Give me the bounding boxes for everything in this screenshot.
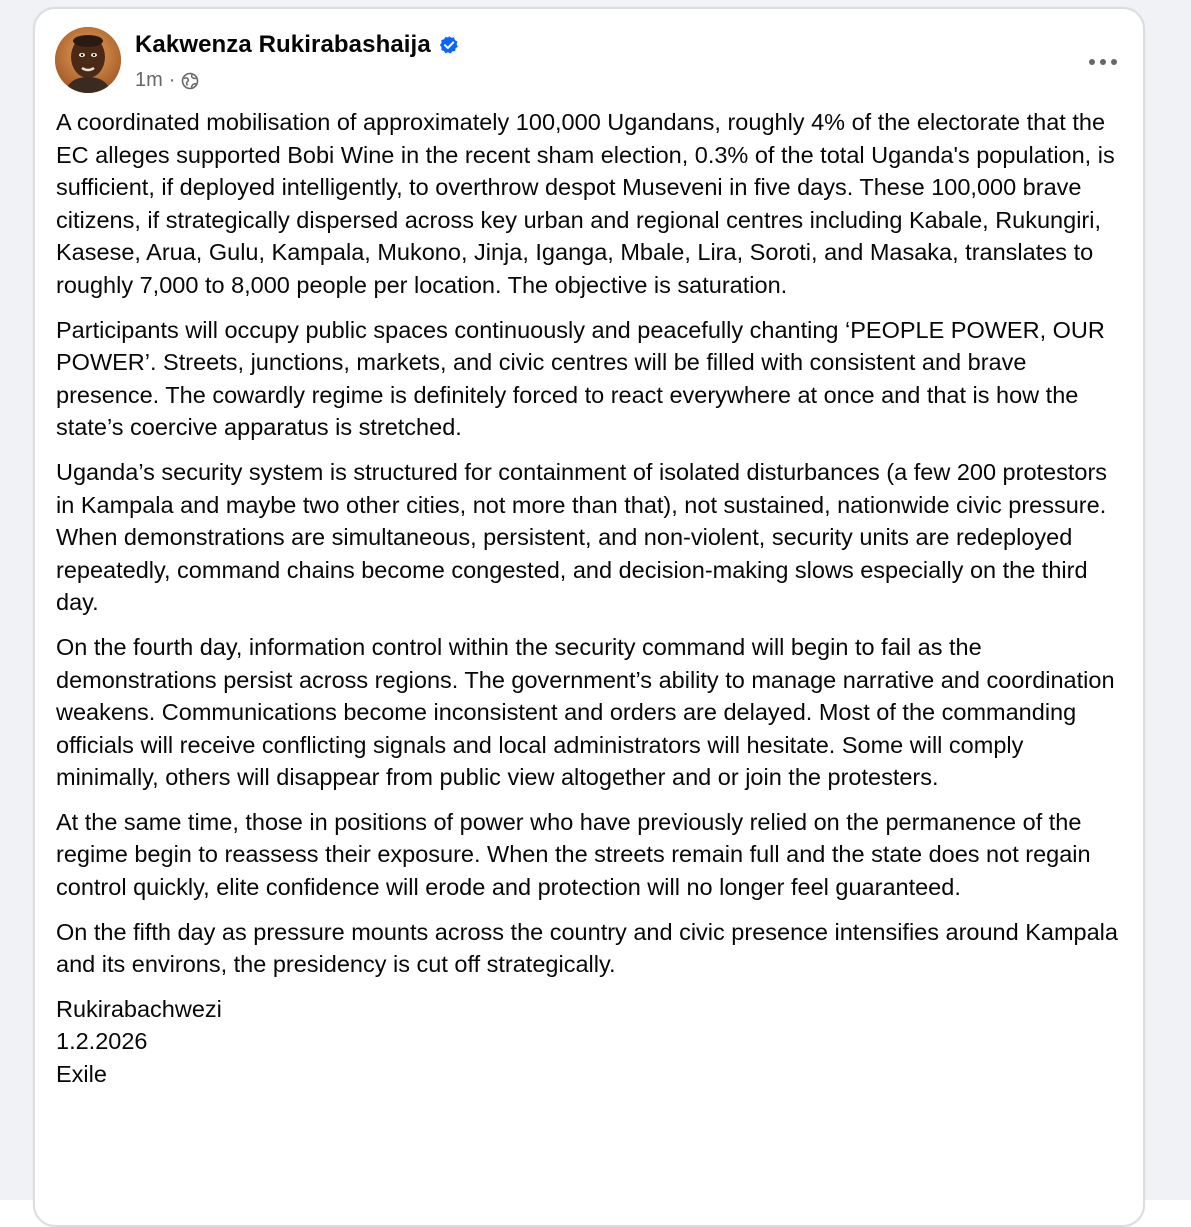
author-name[interactable]: Kakwenza Rukirabashaija xyxy=(135,31,431,58)
post-paragraph-1: A coordinated mobilisation of approximately 100,000 Ugandans, roughly 4% of the electorate that the EC alleges supported Bobi Wine in the recent sham election, 0.3% of the total Uganda's population, is sufficient, if deployed intelligently, to overthrow despot Museveni in five days. These 100,000 brave citizens, if strategically dispersed across key urban and regional centres including Kabale, Rukungiri, Kasese, Arua, Gulu, Kampala, Mukono, Jinja, Iganga, Mbale, Lira, Soroti, and Masaka, translates to roughly 7,000 to 8,000 people per location. The objective is saturation. xyxy=(56,109,1115,298)
author-row xyxy=(135,31,459,59)
signature-location: Exile xyxy=(56,1061,107,1088)
verified-badge-icon xyxy=(439,35,459,55)
post-paragraph-2: Participants will occupy public spaces continuously and peacefully chanting ‘PEOPLE POWER, OUR POWER’. Streets, junctions, markets, and civic centres will be filled with consistent and brave presence. The cowardly regime is definitely forced to react everywhere at once and that is how the state’s coercive apparatus is stretched. xyxy=(56,316,1105,441)
signature-name: Rukirabachwezi xyxy=(56,995,222,1022)
post-paragraph-6: On the fifth day as pressure mounts across the country and civic presence intensifies around Kampala and its environs, the presidency is cut off strategically. xyxy=(56,918,1118,978)
post-card xyxy=(33,7,1145,1227)
post-timestamp[interactable]: 1m xyxy=(135,69,163,91)
post-body xyxy=(56,106,1131,1091)
globe-icon[interactable] xyxy=(181,72,199,90)
more-options-button[interactable] xyxy=(1083,47,1123,77)
signature-date: 1.2.2026 xyxy=(56,1028,148,1055)
post-meta xyxy=(135,69,199,92)
avatar-image xyxy=(55,27,121,93)
post-paragraph-5: At the same time, those in positions of power who have previously relied on the permanence of the regime begin to reassess their exposure. When the streets remain full and the state does not regain control quickly, elite confidence will erode and protection will no longer feel guaranteed. xyxy=(56,808,1091,901)
post-signature xyxy=(56,993,1131,1091)
post-paragraph-3: Uganda’s security system is structured for containment of isolated disturbances (a few 200 protestors in Kampala and maybe two other cities, not more than that), not sustained, nationwide civic pressure. When demonstrations are simultaneous, persistent, and non-violent, security units are redeployed repeatedly, command chains become congested, and decision-making slows especially on the third day. xyxy=(56,458,1108,616)
post-header xyxy=(55,27,1123,97)
more-horizontal-icon xyxy=(1088,58,1118,66)
meta-separator: · xyxy=(168,69,176,91)
post-paragraph-4: On the fourth day, information control within the security command will begin to fail as the demonstrations persist across regions. The government’s ability to manage narrative and coordination weakens. Communications become inconsistent and orders are delayed. Most of the commanding officials will receive conflicting signals and local administrators will hesitate. Some will comply minimally, others will disappear from public view altogether and or join the protesters. xyxy=(56,633,1115,791)
avatar[interactable] xyxy=(55,27,121,93)
